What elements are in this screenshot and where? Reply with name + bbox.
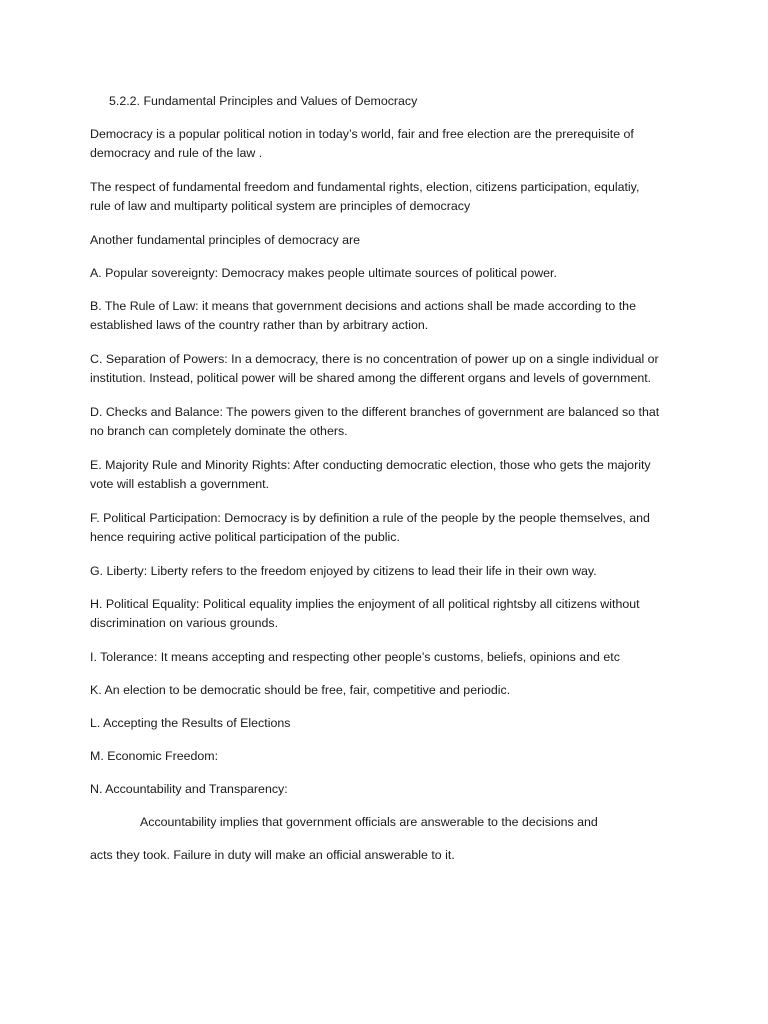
item-k: K. An election to be democratic should be free, fair, competitive and periodic. <box>90 683 511 697</box>
item-a: A. Popular sovereignty: Democracy makes people ultimate sources of political power. <box>90 266 557 280</box>
paragraph-respect-line-2: rule of law and multiparty political system are principles of democracy <box>90 199 471 213</box>
item-e-line-1: E. Majority Rule and Minority Rights: After conducting democratic election, those who gets the majority <box>90 458 651 472</box>
item-c-line-2: institution. Instead, political power will be shared among the different organs and levels of government. <box>90 371 652 385</box>
accountability-line-2: acts they took. Failure in duty will make an official answerable to it. <box>90 848 455 862</box>
item-e-line-2: vote will establish a government. <box>90 477 270 491</box>
paragraph-respect-line-1: The respect of fundamental freedom and fundamental rights, election, citizens participation, equlatiy, <box>90 180 640 194</box>
section-heading: 5.2.2. Fundamental Principles and Values of Democracy <box>109 94 418 108</box>
item-i: I. Tolerance: It means accepting and respecting other people’s customs, beliefs, opinions and etc <box>90 650 620 664</box>
item-m: M. Economic Freedom: <box>90 749 219 763</box>
item-f-line-2: hence requiring active political participation of the public. <box>90 530 400 544</box>
paragraph-intro-line-2: democracy and rule of the law . <box>90 146 263 160</box>
accountability-line-1: Accountability implies that government officials are answerable to the decisions and <box>140 815 598 829</box>
paragraph-another: Another fundamental principles of democracy are <box>90 233 360 247</box>
item-n: N. Accountability and Transparency: <box>90 782 288 796</box>
item-h-line-1: H. Political Equality: Political equality implies the enjoyment of all political rightsby all citizens without <box>90 597 640 611</box>
item-b-line-1: B. The Rule of Law: it means that government decisions and actions shall be made according to the <box>90 299 636 313</box>
paragraph-intro-line-1: Democracy is a popular political notion in today’s world, fair and free election are the prerequisite of <box>90 127 634 141</box>
item-d-line-2: no branch can completely dominate the others. <box>90 424 348 438</box>
item-d-line-1: D. Checks and Balance: The powers given to the different branches of government are balanced so that <box>90 405 660 419</box>
item-g: G. Liberty: Liberty refers to the freedom enjoyed by citizens to lead their life in their own way. <box>90 564 597 578</box>
item-c-line-1: C. Separation of Powers: In a democracy, there is no concentration of power up on a single individual or <box>90 352 659 366</box>
item-f-line-1: F. Political Participation: Democracy is by definition a rule of the people by the people themselves, and <box>90 511 650 525</box>
item-h-line-2: discrimination on various grounds. <box>90 616 279 630</box>
item-l: L. Accepting the Results of Elections <box>90 716 291 730</box>
item-b-line-2: established laws of the country rather than by arbitrary action. <box>90 318 429 332</box>
